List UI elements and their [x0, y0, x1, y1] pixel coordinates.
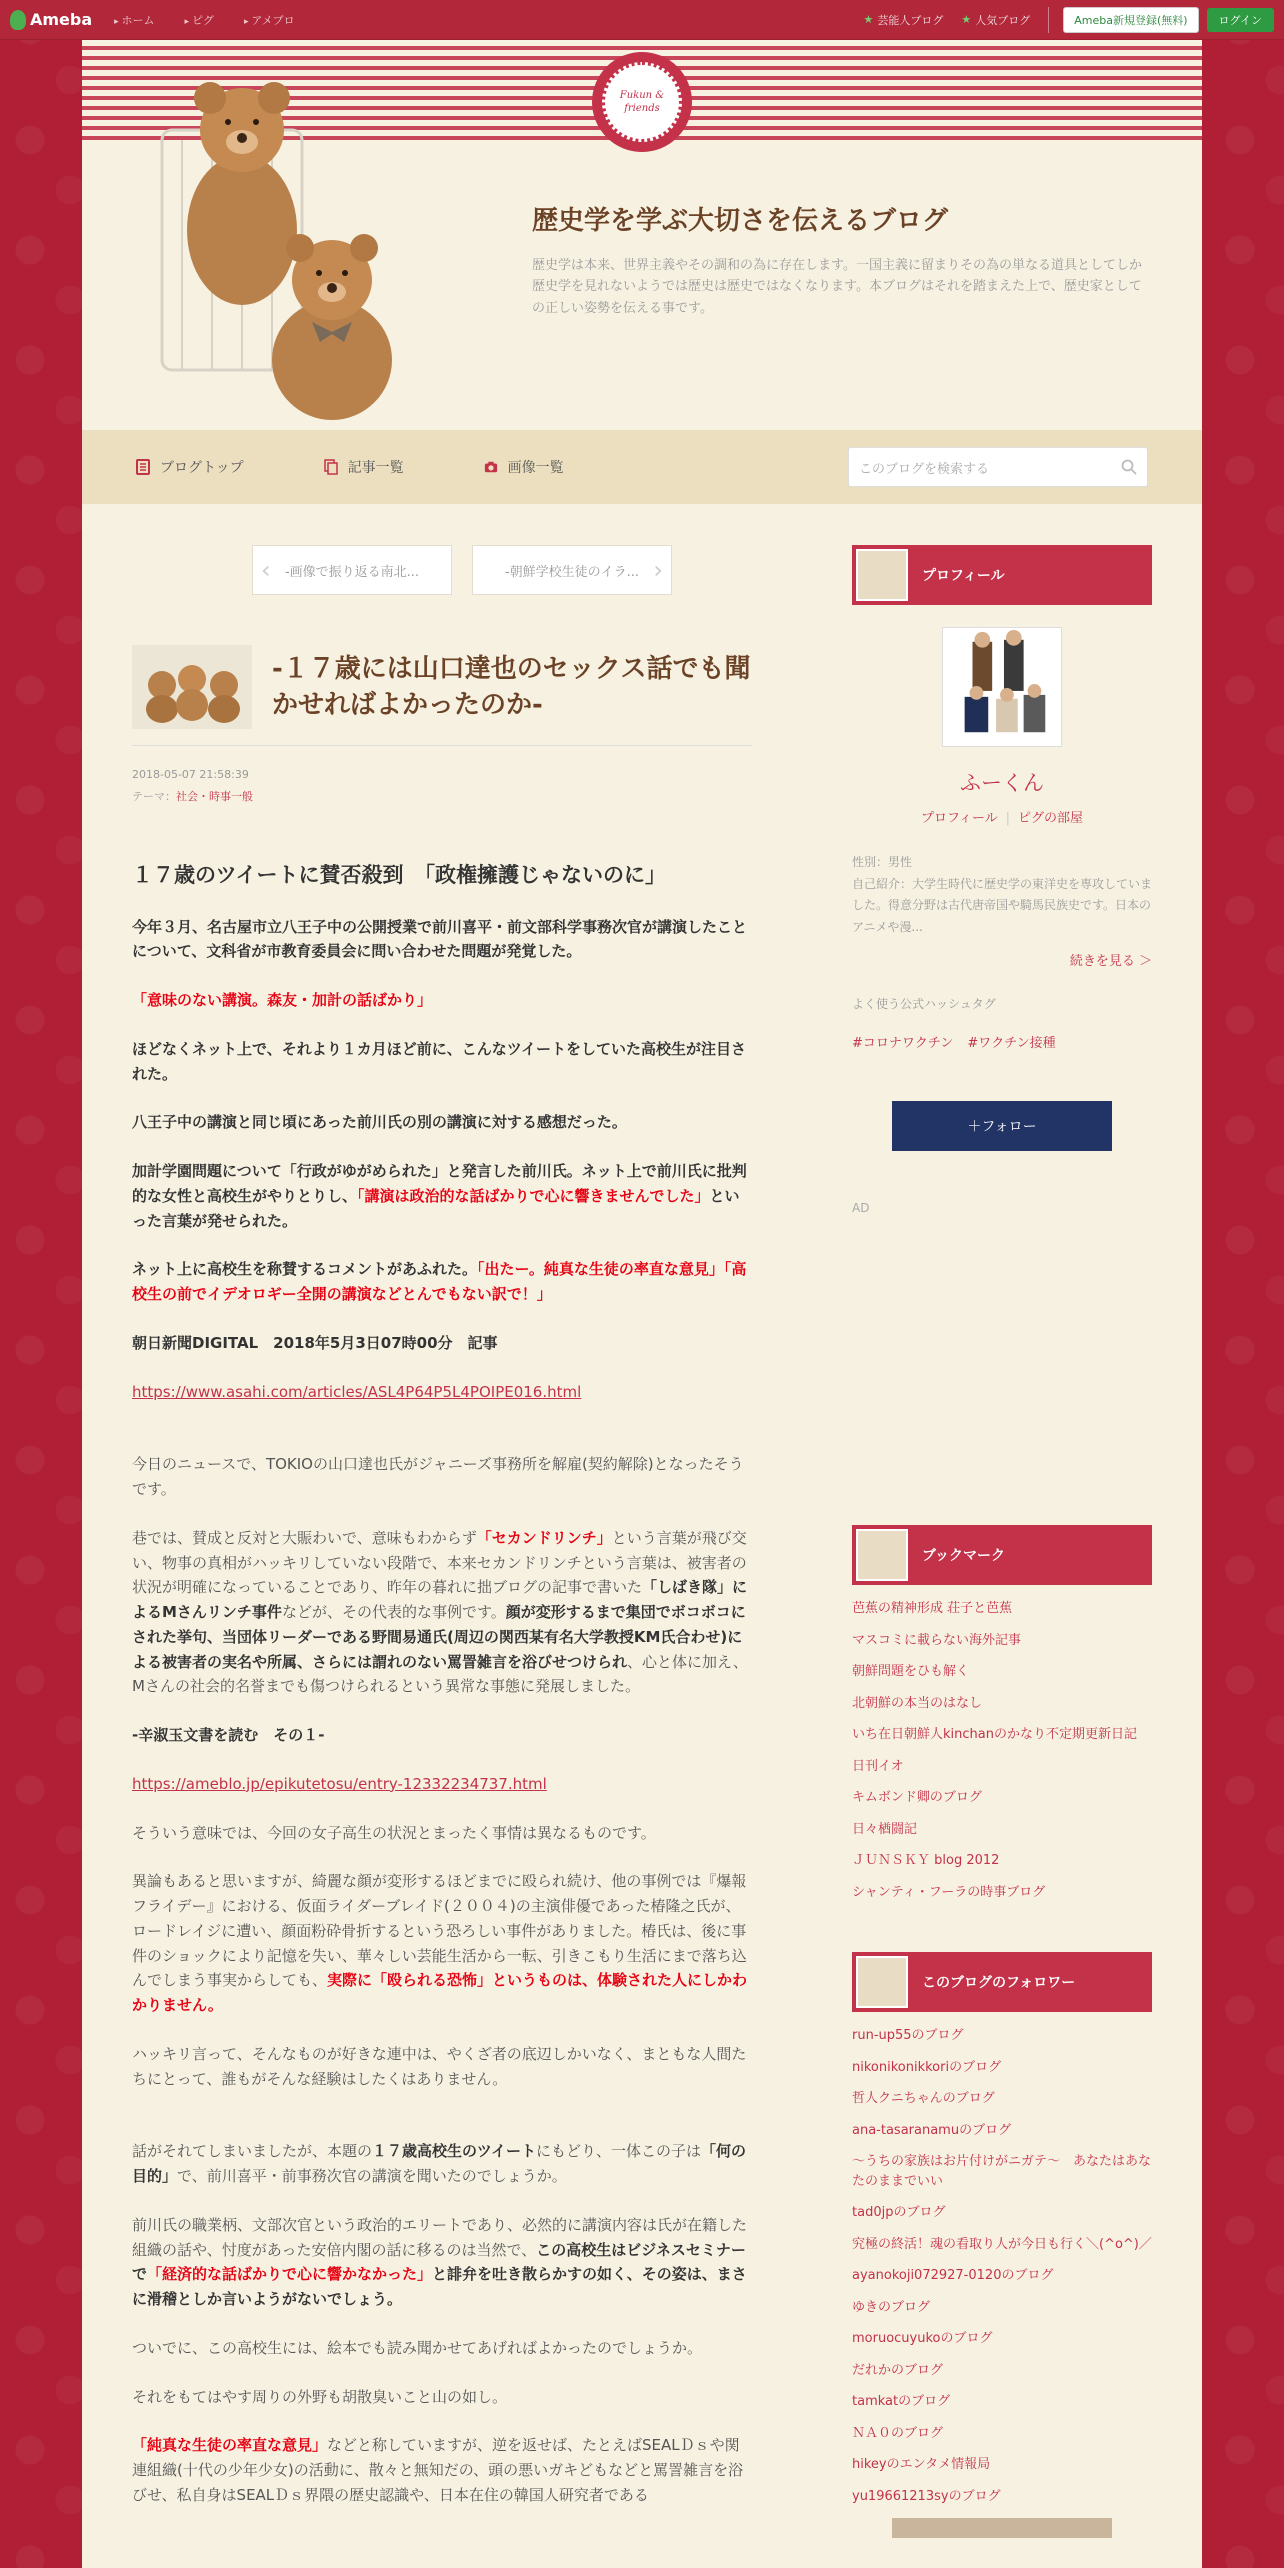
bookmark-link[interactable]: シャンティ・フーラの時事ブログ: [852, 1884, 1046, 1900]
nav-blog-top[interactable]: ブログトップ: [136, 457, 244, 477]
article-link-asahi[interactable]: https://www.asahi.com/articles/ASL4P64P5L4POIPE016.html: [132, 1382, 582, 1401]
bookmark-link[interactable]: マスコミに載らない海外記事: [852, 1632, 1022, 1648]
follower-link[interactable]: run-up55のブログ: [852, 2028, 964, 2044]
blog-header: [82, 40, 1202, 430]
bookmark-link[interactable]: ＪＵＮＳＫＹ blog 2012: [852, 1853, 1000, 1869]
article-heading: １７歳のツイートに賛否殺到 「政権擁護じゃないのに」: [132, 863, 667, 887]
nav-pigg[interactable]: ▸ ピグ: [185, 12, 214, 28]
entry-date: 2018-05-07 21:58:39: [132, 768, 249, 781]
follower-link[interactable]: ＮＡ０のブログ: [852, 2425, 944, 2441]
see-more-button[interactable]: [892, 2518, 1112, 2538]
hashtag[interactable]: #ワクチン接種: [967, 1036, 1056, 1052]
register-button[interactable]: Ameba新規登録(無料): [1063, 7, 1198, 33]
blog-search-input[interactable]: このブログを検索する: [848, 447, 1148, 487]
nav-ameblo[interactable]: ▸ アメブロ: [244, 12, 295, 28]
camera-icon: [484, 459, 498, 475]
teddy-bears-image: [152, 70, 452, 430]
article-link-ameblo[interactable]: https://ameblo.jp/epikutetosu/entry-12332234737.html: [132, 1774, 547, 1793]
profile-info: 性別：男性 自己紹介：大学生時代に歴史学の東洋史を専攻していました。得意分野は古代唐帝国や騎馬民族史です。日本のアニメや漫...: [852, 855, 1153, 934]
search-icon[interactable]: [1121, 459, 1137, 475]
profile-link[interactable]: プロフィール: [920, 811, 998, 826]
profile-links: プロフィール | ピグの部屋: [920, 811, 1084, 826]
divider: [1048, 7, 1049, 33]
profile-header: プロフィール: [852, 545, 1152, 605]
sidebar: [852, 545, 1152, 2538]
follower-link[interactable]: tad0jpのブログ: [852, 2205, 946, 2221]
nav-image-list[interactable]: 画像一覧: [484, 457, 564, 477]
entry-body: １７歳のツイートに賛否殺到 「政権擁護じゃないのに」 今年３月、名古屋市立八王子中の公開授業で前川喜平・前文部科学事務次官が講演したことについて、文科省が市教育委員会に問い合わせた問題が発覚した。 「意味のない講演。森友・加計の話ばかり」 ほどなくネット上で、それより１カ月ほど前に、こんなツイートをしていた高校生が注目された。 八王子中の講演と同じ頃にあった前川氏の別の講演に対する感想だった。 加計学園問題について「行政がゆがめられた」と発言した前川氏。ネット上で前川氏に批判的な女性と高校生がやりとりし、「講演は政治的な話ばかりで心に響きませんでした」といった言葉が発せられた。 ネット上に高校生を称賛するコメントがあふれた。「出たー。純真な生徒の率直な意見」「高校生の前でイデオロギー全開の講演などとんでもない訳で！」 朝日新聞DIGITAL 2018年5月3日07時00分 記事 https://www.asahi.com/articles/ASL4P64P5L4POIPE016.html 今日のニュースで、TOKIOの山口達也氏がジャニーズ事務所を解雇(契約解除)となったそうです。 巷では、賛成と反対と大賑わいで、意味もわからず「セカンドリンチ」という言葉が飛び交い、物事の真相がハッキリしていない段階で、本来セカンドリンチという言葉は、被害者の状況が明確になっていることであり、昨年の暮れに拙ブログの記事で書いた「しばき隊」によるMさんリンチ事件などが、その代表的な事例です。顔が変形するまで集団でボコボコにされた挙句、当団体リーダーである野間易通氏(周辺の関西某有名大学教授KM氏合わせ)による被害者の実名や所属、さらには謂れのない罵詈雑言を浴びせつけられ、心と体に加え、Mさんの社会的名誉までも傷つけられるという異常な事態に発展しました。 -辛淑玉文書を読む その１- https://ameblo.jp/epikutetosu/entry-12332234737.html そういう意味では、今回の女子高生の状況とまったく事情は異なるものです。 異論もあると思いますが、綺麗な顔が変形するほどまでに殴られ続け、他の事例では『爆報フライデー』における、仮面ライダーブレイド(２００４)の主演俳優であった椿隆之氏が、ロードレイジに遭い、顔面粉砕骨折するという恐ろしい事件がありました。椿氏は、後に事件のショックにより記憶を失い、華々しい芸能生活から一転、引きこもり生活にまで落ち込んでしまう事実からしても、実際に「殴られる恐怖」というものは、体験された人にしかわかりません。 ハッキリ言って、そんなものが好きな連中は、やくざ者の底辺しかいなく、まともな人間たちにとって、誰もがそんな経験はしたくはありません。 話がそれてしまいましたが、本題の１７歳高校生のツイートにもどり、一体この子は「何の目的」で、前川喜平・前事務次官の講演を聞いたのでしょうか。 前川氏の職業柄、文部次官という政治的エリートであり、必然的に講演内容は氏が在籍した組織の話や、忖度があった安倍内閣の話に移るのは当然で、この高校生はビジネスセミナーで「経済的な話ばかりで心に響かなかった」と誹弁を吐き散らかすの如く、その姿は、まさに滑稽としか言いようがないでしょう。 ついでに、この高校生には、絵本でも読み聞かせてあげればよかったのでしょうか。 それをもてはやす周りの外野も胡散臭いこと山の如し。 「純真な生徒の率直な意見」などと称していますが、逆を返せば、たとえばSEALＤｓや関連組織(十代の少年少女)の活動に、散々と無知だの、頭の悪いガキどもなどと罵詈雑言を浴びせ、私自身はSEALＤｓ界隈の歴史認識や、日本在住の韓国人研究者である: [132, 858, 752, 2508]
login-button[interactable]: ログイン: [1207, 8, 1274, 32]
next-entry-button[interactable]: -朝鮮学校生徒のイラ... ›: [472, 545, 672, 595]
follower-link[interactable]: tamkatのブログ: [852, 2394, 951, 2410]
entry-meta: [132, 764, 752, 808]
blog-description: 歴史学は本来、世界主義やその調和の為に存在します。一国主義に留まりその為の単なる道具としてしか歴史学を見れないようでは歴史は歴史ではなくなります。本ブログはそれを踏まえた上で、歴史家としての正しい姿勢を伝える事です。: [532, 258, 1142, 316]
entry-column: [132, 545, 752, 2532]
entry-header: [132, 645, 752, 746]
bear-avatar: [856, 1529, 908, 1581]
follower-link[interactable]: hikeyのエンタメ情報局: [852, 2457, 991, 2473]
blog-container: [82, 40, 1202, 2568]
bookmark-link[interactable]: 日々楢闘記: [852, 1821, 918, 1837]
blog-title[interactable]: 歴史学を学ぶ大切さを伝えるブログ: [532, 206, 949, 236]
ameba-header: [0, 0, 1284, 40]
bookmark-link[interactable]: 北朝鮮の本当のはなし: [852, 1695, 983, 1711]
read-more-link[interactable]: 続きを見る ＞: [1069, 954, 1152, 970]
entry-title[interactable]: -１７歳には山口達也のセックス話でも聞かせればよかったのか-: [272, 653, 751, 720]
follower-link[interactable]: nikonikonikkoriのブログ: [852, 2059, 1002, 2075]
follow-button[interactable]: ＋ フォロー: [892, 1101, 1112, 1151]
bookmark-list: [852, 1599, 1152, 1902]
prev-entry-button[interactable]: ‹ -画像で振り返る南北...: [252, 545, 452, 595]
chevron-left-icon: ‹: [261, 556, 271, 584]
bookmark-link[interactable]: 朝鮮問題をひも解く: [852, 1664, 970, 1680]
follower-link[interactable]: ayanokoji072927-0120のブログ: [852, 2268, 1054, 2284]
follower-link[interactable]: yu19661213syのブログ: [852, 2488, 1001, 2504]
bear-avatar: [856, 549, 908, 601]
entry-pager: [172, 545, 752, 595]
follower-link[interactable]: ～うちの家族はお片付けがニガテ～ あなたはあなたのままでいい: [852, 2154, 1152, 2189]
hashtag-list: [852, 1032, 1152, 1051]
ameba-logo-icon: [10, 10, 26, 30]
theme-link[interactable]: 社会・時事一般: [176, 790, 253, 803]
nav-home[interactable]: ▸ ホーム: [114, 12, 154, 28]
follower-list: [852, 2026, 1152, 2506]
header-link-popular-blog[interactable]: ★ 人気ブログ: [961, 13, 1031, 27]
chevron-right-icon: ›: [653, 556, 663, 584]
bookmark-link[interactable]: 芭蕉の精神形成 荘子と芭蕉: [852, 1601, 1013, 1617]
star-icon: ★: [961, 13, 972, 26]
bookmark-header: ブックマーク: [852, 1525, 1152, 1585]
profile-name[interactable]: ふーくん: [960, 771, 1044, 795]
follower-link[interactable]: ana-tasaranamuのブログ: [852, 2122, 1012, 2138]
followers-header: このブログのフォロワー: [852, 1952, 1152, 2012]
pigg-room-link[interactable]: ピグの部屋: [1018, 811, 1084, 826]
follower-link[interactable]: だれかのブログ: [852, 2362, 944, 2378]
header-link-celeb-blog[interactable]: ★ 芸能人ブログ: [863, 13, 944, 27]
ameba-logo[interactable]: Ameba: [10, 10, 92, 30]
entry-theme: テーマ：社会・時事一般: [132, 790, 253, 803]
follower-link[interactable]: ゆきのブログ: [852, 2299, 931, 2315]
blog-nav: [82, 430, 1202, 504]
star-icon: ★: [863, 13, 874, 26]
header-nav: [114, 12, 325, 28]
copy-icon: [324, 459, 338, 475]
follower-link[interactable]: 哲人クニちゃんのブログ: [852, 2091, 995, 2107]
bookmark-link[interactable]: いち在日朝鮮人kinchanのかなり不定期更新日記: [852, 1727, 1137, 1743]
bear-avatar: [856, 1956, 908, 2008]
profile-photo[interactable]: [942, 627, 1062, 747]
entry-thumbnail: [132, 645, 252, 729]
bookmark-link[interactable]: 日刊イオ: [852, 1758, 904, 1774]
hashtag-title: よく使う公式ハッシュタグ: [852, 997, 996, 1012]
ad-label: AD: [852, 1201, 870, 1216]
follower-link[interactable]: moruocuyukoのブログ: [852, 2331, 993, 2347]
header-emblem: Fukun & friends: [592, 52, 692, 152]
nav-entry-list[interactable]: 記事一覧: [324, 457, 404, 477]
follower-link[interactable]: 究極の終活！魂の看取り人が今日も行く＼(^o^)／: [852, 2236, 1152, 2252]
hashtag[interactable]: #コロナワクチン: [852, 1036, 954, 1052]
bookmark-link[interactable]: キムボンド卿のブログ: [852, 1790, 982, 1806]
document-icon: [136, 459, 150, 475]
